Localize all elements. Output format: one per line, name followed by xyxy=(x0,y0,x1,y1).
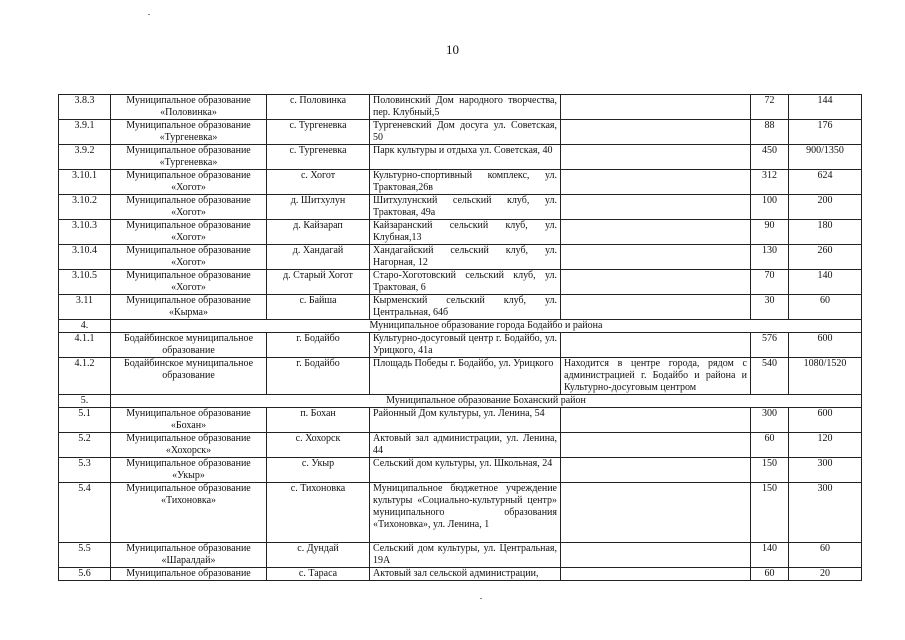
municipality-cell: Муниципальное образование xyxy=(111,568,267,581)
note-cell xyxy=(561,170,751,195)
attendance-cell: 180 xyxy=(789,220,862,245)
municipality-cell: Муниципальное образование «Хогот» xyxy=(111,270,267,295)
attendance-cell: 300 xyxy=(789,483,862,543)
row-number: 3.10.2 xyxy=(59,195,111,220)
note-cell xyxy=(561,543,751,568)
scan-speck xyxy=(148,14,150,15)
table-row xyxy=(59,333,862,358)
municipality-cell: Муниципальное образование «Шаралдай» xyxy=(111,543,267,568)
row-number: 3.10.3 xyxy=(59,220,111,245)
venue-cell: Кайзаранский сельский клуб, ул. Клубная,13 xyxy=(370,220,561,245)
section-row xyxy=(59,395,862,408)
settlement-cell: с. Укыр xyxy=(267,458,370,483)
municipality-cell: Муниципальное образование «Половинка» xyxy=(111,95,267,120)
municipality-cell: Муниципальное образование «Хогот» xyxy=(111,245,267,270)
attendance-cell: 120 xyxy=(789,433,862,458)
capacity-cell: 312 xyxy=(751,170,789,195)
table-row xyxy=(59,358,862,395)
settlement-cell: с. Тихоновка xyxy=(267,483,370,543)
row-number: 3.11 xyxy=(59,295,111,320)
table-row xyxy=(59,170,862,195)
row-number: 5.1 xyxy=(59,408,111,433)
settlement-cell: д. Кайзарап xyxy=(267,220,370,245)
settlement-cell: с. Дундай xyxy=(267,543,370,568)
attendance-cell: 1080/1520 xyxy=(789,358,862,395)
table-row xyxy=(59,568,862,581)
municipality-cell: Муниципальное образование «Хохорск» xyxy=(111,433,267,458)
table-row xyxy=(59,120,862,145)
attendance-cell: 600 xyxy=(789,408,862,433)
venue-cell: Культурно-спортивный комплекс, ул. Трактовая,26в xyxy=(370,170,561,195)
settlement-cell: с. Тургеневка xyxy=(267,120,370,145)
attendance-cell: 624 xyxy=(789,170,862,195)
table-row xyxy=(59,195,862,220)
capacity-cell: 150 xyxy=(751,483,789,543)
note-cell xyxy=(561,195,751,220)
municipality-cell: Муниципальное образование «Укыр» xyxy=(111,458,267,483)
note-cell xyxy=(561,408,751,433)
table-row xyxy=(59,433,862,458)
municipality-cell: Муниципальное образование «Тихоновка» xyxy=(111,483,267,543)
row-number: 3.9.2 xyxy=(59,145,111,170)
table-row xyxy=(59,408,862,433)
table-row xyxy=(59,245,862,270)
capacity-cell: 100 xyxy=(751,195,789,220)
venue-cell: Хандагайский сельский клуб, ул. Нагорная, 12 xyxy=(370,245,561,270)
note-cell xyxy=(561,220,751,245)
capacity-cell: 90 xyxy=(751,220,789,245)
table-row xyxy=(59,95,862,120)
attendance-cell: 60 xyxy=(789,543,862,568)
attendance-cell: 140 xyxy=(789,270,862,295)
venue-cell: Половинский Дом народного творчества, пер. Клубный,5 xyxy=(370,95,561,120)
note-cell xyxy=(561,333,751,358)
note-cell xyxy=(561,295,751,320)
table-row xyxy=(59,483,862,543)
capacity-cell: 540 xyxy=(751,358,789,395)
table-row xyxy=(59,145,862,170)
venues-table xyxy=(58,94,862,581)
capacity-cell: 70 xyxy=(751,270,789,295)
row-number: 3.8.3 xyxy=(59,95,111,120)
municipality-cell: Муниципальное образование «Хогот» xyxy=(111,220,267,245)
note-cell: Находится в центре города, рядом с администрацией г. Бодайбо и района и Культурно-досуговым центром xyxy=(561,358,751,395)
venue-cell: Шитхулунский сельский клуб, ул. Трактовая, 49а xyxy=(370,195,561,220)
settlement-cell: с. Тургеневка xyxy=(267,145,370,170)
note-cell xyxy=(561,95,751,120)
attendance-cell: 144 xyxy=(789,95,862,120)
capacity-cell: 60 xyxy=(751,568,789,581)
note-cell xyxy=(561,458,751,483)
venue-cell: Кырменский сельский клуб, ул. Центральная, 64б xyxy=(370,295,561,320)
note-cell xyxy=(561,120,751,145)
capacity-cell: 72 xyxy=(751,95,789,120)
settlement-cell: п. Бохан xyxy=(267,408,370,433)
row-number: 3.10.4 xyxy=(59,245,111,270)
scan-speck xyxy=(480,598,482,599)
venue-cell: Актовый зал сельской администрации, xyxy=(370,568,561,581)
table-row xyxy=(59,295,862,320)
venue-cell: Районный Дом культуры, ул. Ленина, 54 xyxy=(370,408,561,433)
attendance-cell: 900/1350 xyxy=(789,145,862,170)
row-number: 4.1.2 xyxy=(59,358,111,395)
settlement-cell: д. Старый Хогот xyxy=(267,270,370,295)
table-row xyxy=(59,270,862,295)
venue-cell: Сельский дом культуры, ул. Центральная, 19А xyxy=(370,543,561,568)
attendance-cell: 260 xyxy=(789,245,862,270)
attendance-cell: 60 xyxy=(789,295,862,320)
attendance-cell: 200 xyxy=(789,195,862,220)
capacity-cell: 130 xyxy=(751,245,789,270)
capacity-cell: 30 xyxy=(751,295,789,320)
municipality-cell: Муниципальное образование «Кырма» xyxy=(111,295,267,320)
venue-cell: Старо-Хоготовский сельский клуб, ул. Трактовая, 6 xyxy=(370,270,561,295)
note-cell xyxy=(561,145,751,170)
settlement-cell: д. Шитхулун xyxy=(267,195,370,220)
capacity-cell: 576 xyxy=(751,333,789,358)
row-number: 3.9.1 xyxy=(59,120,111,145)
attendance-cell: 176 xyxy=(789,120,862,145)
section-number: 4. xyxy=(59,320,111,333)
section-title: Муниципальное образование города Бодайбо и района xyxy=(111,320,862,333)
note-cell xyxy=(561,245,751,270)
note-cell xyxy=(561,270,751,295)
settlement-cell: д. Хандагай xyxy=(267,245,370,270)
venue-cell: Парк культуры и отдыха ул. Советская, 40 xyxy=(370,145,561,170)
settlement-cell: с. Тараса xyxy=(267,568,370,581)
municipality-cell: Муниципальное образование «Хогот» xyxy=(111,170,267,195)
attendance-cell: 300 xyxy=(789,458,862,483)
row-number: 3.10.1 xyxy=(59,170,111,195)
settlement-cell: с. Хохорск xyxy=(267,433,370,458)
venue-cell: Культурно-досуговый центр г. Бодайбо, ул. Урицкого, 41а xyxy=(370,333,561,358)
municipality-cell: Муниципальное образование «Бохан» xyxy=(111,408,267,433)
venue-cell: Актовый зал администрации, ул. Ленина, 44 xyxy=(370,433,561,458)
table-row xyxy=(59,543,862,568)
municipality-cell: Бодайбинское муниципальное образование xyxy=(111,358,267,395)
capacity-cell: 140 xyxy=(751,543,789,568)
capacity-cell: 450 xyxy=(751,145,789,170)
capacity-cell: 300 xyxy=(751,408,789,433)
note-cell xyxy=(561,483,751,543)
table-row xyxy=(59,220,862,245)
section-number: 5. xyxy=(59,395,111,408)
page-number: 10 xyxy=(446,42,459,57)
row-number: 5.5 xyxy=(59,543,111,568)
capacity-cell: 88 xyxy=(751,120,789,145)
row-number: 5.4 xyxy=(59,483,111,543)
settlement-cell: г. Бодайбо xyxy=(267,333,370,358)
row-number: 5.3 xyxy=(59,458,111,483)
settlement-cell: с. Байша xyxy=(267,295,370,320)
venue-cell: Сельский дом культуры, ул. Школьная, 24 xyxy=(370,458,561,483)
row-number: 4.1.1 xyxy=(59,333,111,358)
row-number: 5.6 xyxy=(59,568,111,581)
capacity-cell: 60 xyxy=(751,433,789,458)
table-row xyxy=(59,458,862,483)
settlement-cell: г. Бодайбо xyxy=(267,358,370,395)
row-number: 3.10.5 xyxy=(59,270,111,295)
row-number: 5.2 xyxy=(59,433,111,458)
note-cell xyxy=(561,433,751,458)
section-row xyxy=(59,320,862,333)
municipality-cell: Муниципальное образование «Тургеневка» xyxy=(111,120,267,145)
settlement-cell: с. Хогот xyxy=(267,170,370,195)
attendance-cell: 20 xyxy=(789,568,862,581)
venue-cell: Муниципальное бюджетное учреждение культуры «Социально-культурный центр» муниципального образования «Тихоновка», ул. Ленина, 1 xyxy=(370,483,561,543)
venue-cell: Тургеневский Дом досуга ул. Советская, 50 xyxy=(370,120,561,145)
note-cell xyxy=(561,568,751,581)
settlement-cell: с. Половинка xyxy=(267,95,370,120)
municipality-cell: Муниципальное образование «Тургеневка» xyxy=(111,145,267,170)
municipality-cell: Муниципальное образование «Хогот» xyxy=(111,195,267,220)
section-title: Муниципальное образование Боханский район xyxy=(111,395,862,408)
venue-cell: Площадь Победы г. Бодайбо, ул. Урицкого xyxy=(370,358,561,395)
municipality-cell: Бодайбинское муниципальное образование xyxy=(111,333,267,358)
capacity-cell: 150 xyxy=(751,458,789,483)
attendance-cell: 600 xyxy=(789,333,862,358)
